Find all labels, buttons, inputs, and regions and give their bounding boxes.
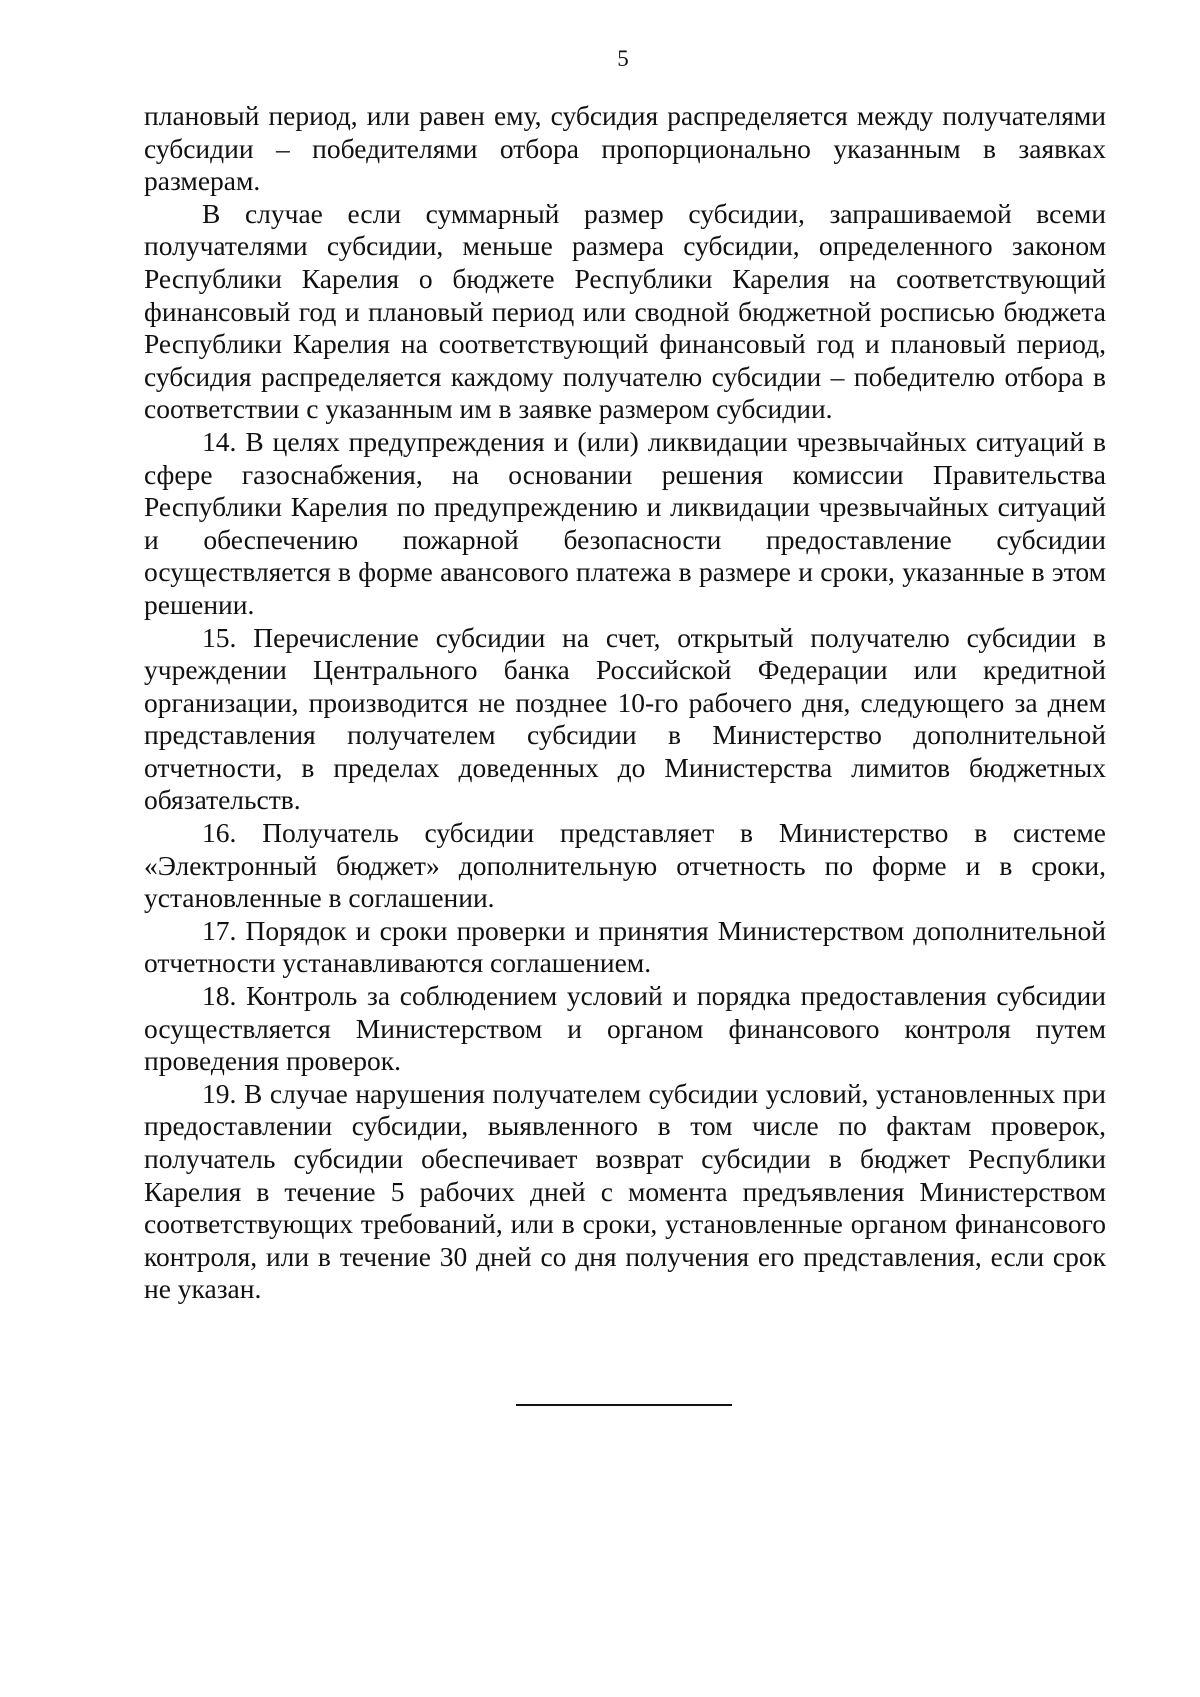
paragraph-15: 15. Перечисление субсидии на счет, открытый получателю субсидии в учреждении Центрального банка Российской Федерации или кредитной организации, производится не позднее 10-го рабочего дня, следующего за днем представления получателем субсидии в Министерство дополнительной отчетности, в пределах доведенных до Министерства лимитов бюджетных обязательств. [144,621,1106,816]
paragraph-16: 16. Получатель субсидии представляет в Министерство в системе «Электронный бюджет» дополнительную отчетность по форме и в сроки, установленные в соглашении. [144,817,1106,914]
paragraph-18: 18. Контроль за соблюдением условий и порядка предоставления субсидии осуществляется Министерством и органом финансового контроля путем проведения проверок. [144,980,1106,1077]
paragraph-17: 17. Порядок и сроки проверки и принятия Министерством дополнительной отчетности устанавливаются соглашением. [144,914,1106,979]
paragraph-distribution: В случае если суммарный размер субсидии, запрашиваемой всеми получателями субсидии, меньше размера субсидии, определенного законом Республики Карелия о бюджете Республики Карелия на соответствующий финансовый год и плановый период или сводной бюджетной росписью бюджета Республики Карелия на соответствующий финансовый год и плановый период, субсидия распределяется каждому получателю субсидии – победителю отбора в соответствии с указанным им в заявке размером субсидии. [144,197,1106,425]
end-of-document-rule [516,1404,732,1406]
paragraph-14: 14. В целях предупреждения и (или) ликвидации чрезвычайных ситуаций в сфере газоснабжения, на основании решения комиссии Правительства Республики Карелия по предупреждению и ликвидации чрезвычайных ситуаций и обеспечению пожарной безопасности предоставление субсидии осуществляется в форме авансового платежа в размере и сроки, указанные в этом решении. [144,425,1106,620]
paragraph-19: 19. В случае нарушения получателем субсидии условий, установленных при предоставлении субсидии, выявленного в том числе по фактам проверок, получатель субсидии обеспечивает возврат субсидии в бюджет Республики Карелия в течение 5 рабочих дней с момента предъявления Министерством соответствующих требований, или в сроки, установленные органом финансового контроля, или в течение 30 дней со дня получения его представления, если срок не указан. [144,1077,1106,1305]
paragraph-continuation: плановый период, или равен ему, субсидия распределяется между получателями субсидии – победителями отбора пропорционально указанным в заявках размерам. [144,100,1106,197]
page-number: 5 [617,46,629,71]
document-body [144,100,1106,1306]
